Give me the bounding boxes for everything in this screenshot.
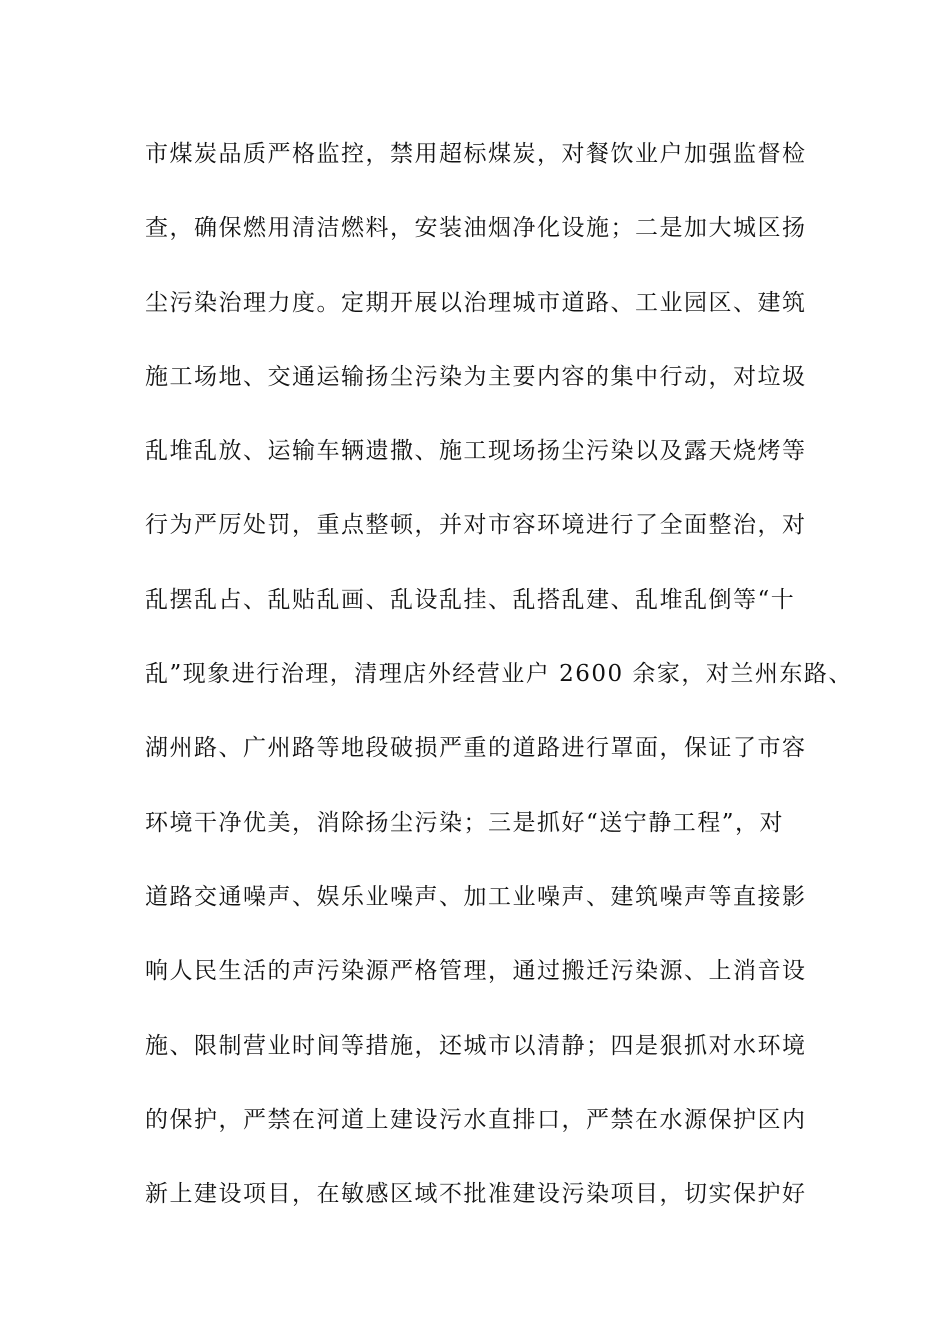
text-line: 行为严厉处罚，重点整顿，并对市容环境进行了全面整治，对 — [145, 512, 807, 539]
text-line: 环境干净优美，消除扬尘污染；三是抓好“送宁静工程”，对 — [145, 809, 785, 836]
text-line: 乱摆乱占、乱贴乱画、乱设乱挂、乱搭乱建、乱堆乱倒等“十 — [145, 586, 796, 613]
text-line: 道路交通噪声、娱乐业噪声、加工业噪声、建筑噪声等直接影 — [145, 883, 807, 910]
text-line: 响人民生活的声污染源严格管理，通过搬迁污染源、上消音设 — [145, 958, 807, 985]
text-line: 乱”现象进行治理，清理店外经营业户 2600 余家，对兰州东路、 — [145, 661, 853, 688]
text-line: 湖州路、广州路等地段破损严重的道路进行罩面，保证了市容 — [145, 735, 807, 762]
text-line: 的保护，严禁在河道上建设污水直排口，严禁在水源保护区内 — [145, 1106, 807, 1133]
text-line: 施、限制营业时间等措施，还城市以清静；四是狠抓对水环境 — [145, 1032, 807, 1059]
text-line: 查，确保燃用清洁燃料，安装油烟净化设施；二是加大城区扬 — [145, 215, 807, 242]
text-line: 市煤炭品质严格监控，禁用超标煤炭，对餐饮业户加强监督检 — [145, 141, 807, 167]
text-line: 尘污染治理力度。定期开展以治理城市道路、工业园区、建筑 — [145, 289, 807, 316]
text-line: 新上建设项目，在敏感区域不批准建设污染项目，切实保护好 — [145, 1181, 807, 1208]
text-line: 施工场地、交通运输扬尘污染为主要内容的集中行动，对垃圾 — [145, 363, 807, 390]
text-line: 乱堆乱放、运输车辆遗撒、施工现场扬尘污染以及露天烧烤等 — [145, 438, 807, 465]
body-text — [145, 132, 865, 1246]
